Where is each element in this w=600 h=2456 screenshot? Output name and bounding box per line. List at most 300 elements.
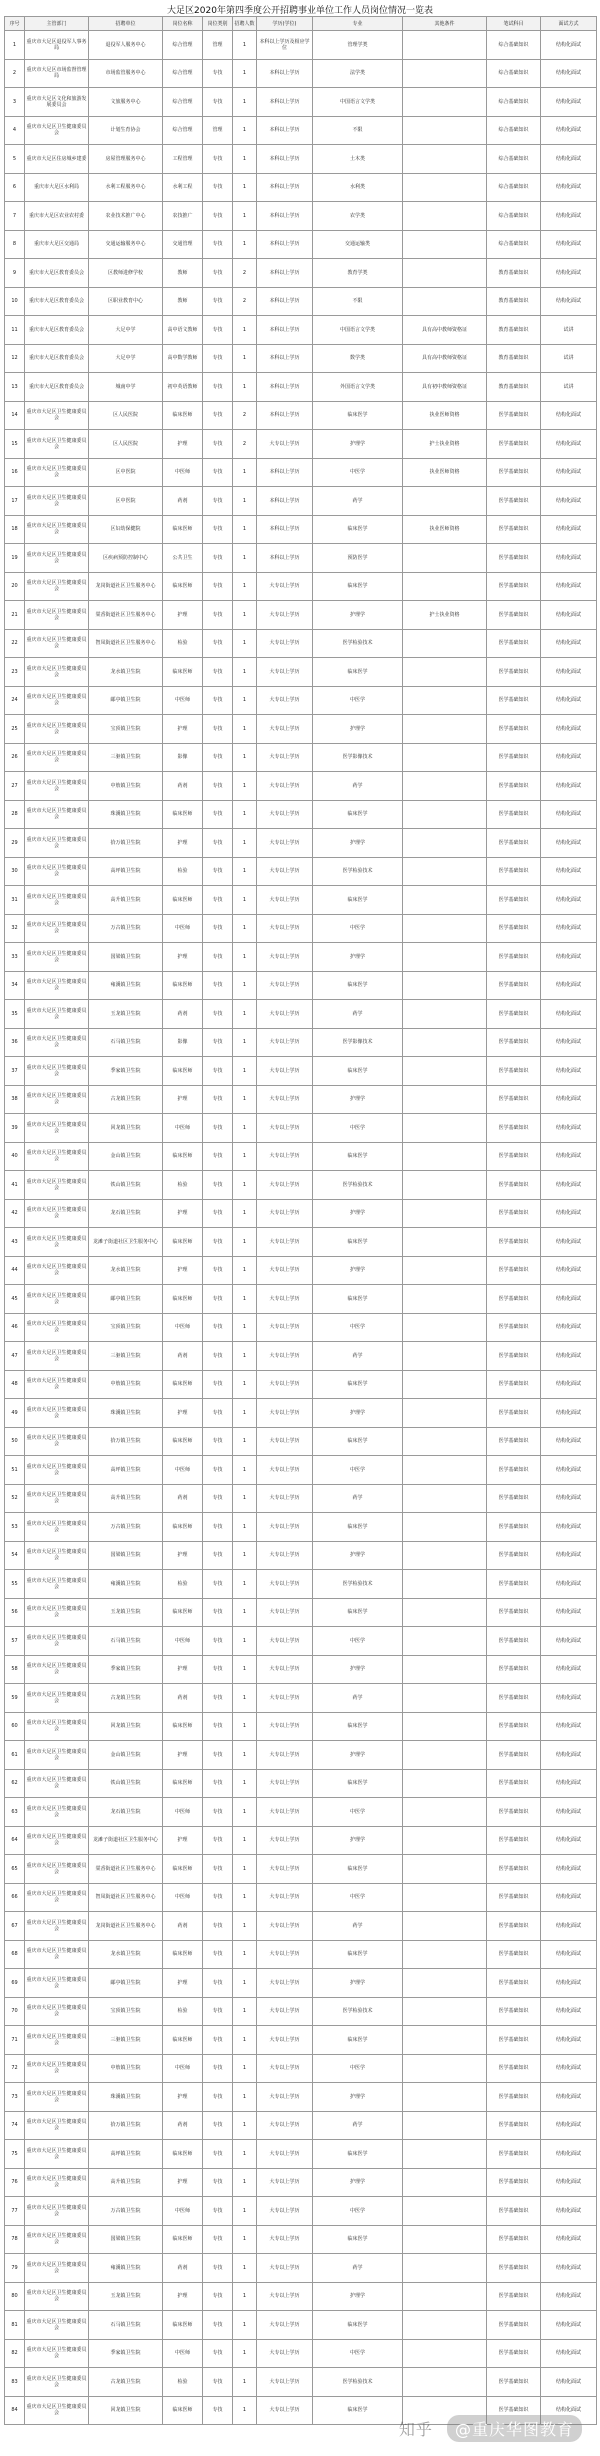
table-cell: 64	[5, 1826, 25, 1855]
table-cell: 重庆市大足区卫生健康委员会	[25, 2368, 89, 2397]
table-cell: 临床医师	[163, 2026, 203, 2055]
table-row	[5, 1313, 597, 1342]
table-cell: 中医师	[163, 2339, 203, 2368]
table-cell: 古龙镇卫生院	[89, 2368, 163, 2397]
table-row	[5, 1228, 597, 1257]
header-row	[5, 17, 597, 31]
table-cell: 本科以上学历	[257, 344, 313, 373]
table-cell: 重庆市大足区卫生健康委员会	[25, 857, 89, 886]
table-cell: 专技	[203, 2282, 233, 2311]
table-cell: 1	[233, 316, 257, 345]
table-cell: 专技	[203, 1285, 233, 1314]
table-cell: 1	[233, 458, 257, 487]
table-cell: 1	[233, 1826, 257, 1855]
table-cell: 58	[5, 1655, 25, 1684]
table-cell: 临床医师	[163, 971, 203, 1000]
table-cell: 1	[233, 1114, 257, 1143]
table-cell: 1	[233, 31, 257, 60]
table-cell: 1	[233, 1940, 257, 1969]
table-row	[5, 1484, 597, 1513]
table-cell: 重庆市大足区卫生健康委员会	[25, 2054, 89, 2083]
table-row	[5, 1256, 597, 1285]
table-row	[5, 743, 597, 772]
table-cell: 重庆市大足区退役军人事务局	[25, 31, 89, 60]
table-row	[5, 1598, 597, 1627]
table-cell: 中医师	[163, 2054, 203, 2083]
table-cell: 专技	[203, 544, 233, 573]
table-cell: 大专以上学历	[257, 1484, 313, 1513]
table-cell: 教育基础知识	[487, 259, 541, 288]
table-cell: 重庆市大足区卫生健康委员会	[25, 1057, 89, 1086]
table-cell: 医学基础知识	[487, 1570, 541, 1599]
table-cell: 1	[233, 1741, 257, 1770]
table-cell: 大专以上学历	[257, 1399, 313, 1428]
table-cell: 19	[5, 544, 25, 573]
table-cell: 护理学	[313, 1826, 403, 1855]
table-cell: 重庆市大足区卫生健康委员会	[25, 1228, 89, 1257]
table-cell: 专技	[203, 572, 233, 601]
table-cell: 本科以上学历	[257, 145, 313, 174]
table-cell: 区人民医院	[89, 430, 163, 459]
table-cell	[403, 1484, 487, 1513]
table-row	[5, 857, 597, 886]
table-cell: 1	[233, 1883, 257, 1912]
table-cell: 护理	[163, 943, 203, 972]
table-cell	[403, 1598, 487, 1627]
table-cell: 大专以上学历	[257, 1712, 313, 1741]
table-cell: 大专以上学历	[257, 743, 313, 772]
table-cell: 重庆市大足区卫生健康委员会	[25, 1028, 89, 1057]
table-cell: 房屋管理服务中心	[89, 145, 163, 174]
table-cell: 大专以上学历	[257, 601, 313, 630]
table-cell: 护理	[163, 2168, 203, 2197]
table-cell: 本科以上学历	[257, 230, 313, 259]
table-cell: 石马镇卫生院	[89, 1028, 163, 1057]
table-cell: 临床医师	[163, 1228, 203, 1257]
table-cell: 检验	[163, 857, 203, 886]
table-cell: 1	[233, 1142, 257, 1171]
table-cell: 中医学	[313, 2054, 403, 2083]
table-cell: 退役军人服务中心	[89, 31, 163, 60]
table-cell: 结构化面试	[541, 2254, 597, 2283]
table-cell: 护理	[163, 2083, 203, 2112]
table-cell: 8	[5, 230, 25, 259]
table-cell	[403, 1085, 487, 1114]
table-cell: 1	[233, 1484, 257, 1513]
table-cell: 药剂	[163, 1000, 203, 1029]
table-cell	[403, 173, 487, 202]
table-cell: 1	[233, 2225, 257, 2254]
table-cell: 金山镇卫生院	[89, 1142, 163, 1171]
table-cell: 专技	[203, 1399, 233, 1428]
table-cell: 1	[233, 1342, 257, 1371]
table-cell: 综合基础知识	[487, 88, 541, 117]
table-cell: 大专以上学历	[257, 2396, 313, 2425]
table-cell: 综合基础知识	[487, 59, 541, 88]
table-row	[5, 2311, 597, 2340]
table-cell: 大专以上学历	[257, 715, 313, 744]
table-cell: 重庆市大足区卫生健康委员会	[25, 487, 89, 516]
table-row	[5, 145, 597, 174]
table-cell: 专技	[203, 1627, 233, 1656]
table-cell: 大专以上学历	[257, 1940, 313, 1969]
table-cell: 金山镇卫生院	[89, 1741, 163, 1770]
table-cell: 医学基础知识	[487, 1997, 541, 2026]
table-cell: 医学基础知识	[487, 2282, 541, 2311]
table-cell: 重庆市大足区卫生健康委员会	[25, 1085, 89, 1114]
table-cell: 结构化面试	[541, 2339, 597, 2368]
table-cell: 重庆市大足区卫生健康委员会	[25, 914, 89, 943]
table-cell: 医学基础知识	[487, 2368, 541, 2397]
table-cell: 结构化面试	[541, 2396, 597, 2425]
table-cell	[403, 1570, 487, 1599]
table-body	[5, 31, 597, 2425]
table-cell: 5	[5, 145, 25, 174]
table-cell: 14	[5, 401, 25, 430]
table-cell: 专技	[203, 344, 233, 373]
table-cell: 大专以上学历	[257, 800, 313, 829]
table-cell: 药学	[313, 1684, 403, 1713]
table-cell: 医学基础知识	[487, 1912, 541, 1941]
table-cell	[403, 2168, 487, 2197]
table-cell: 重庆市大足区卫生健康委员会	[25, 1969, 89, 1998]
table-cell: 本科以上学历	[257, 515, 313, 544]
table-cell: 大专以上学历	[257, 2225, 313, 2254]
table-cell: 回龙镇卫生院	[89, 1114, 163, 1143]
table-cell: 护理	[163, 430, 203, 459]
column-header: 岗位类别	[203, 17, 233, 31]
table-cell: 综合基础知识	[487, 116, 541, 145]
table-cell: 1	[233, 1228, 257, 1257]
table-cell: 临床医师	[163, 2225, 203, 2254]
table-cell	[403, 1114, 487, 1143]
table-cell: 本科以上学历	[257, 173, 313, 202]
table-cell	[403, 2026, 487, 2055]
table-cell: 结构化面试	[541, 1285, 597, 1314]
table-row	[5, 1285, 597, 1314]
table-cell: 重庆市大足区卫生健康委员会	[25, 2197, 89, 2226]
table-cell: 临床医师	[163, 886, 203, 915]
table-cell: 检验	[163, 1997, 203, 2026]
table-cell: 结构化面试	[541, 2168, 597, 2197]
table-cell: 39	[5, 1114, 25, 1143]
table-cell	[403, 2339, 487, 2368]
table-cell: 结构化面试	[541, 145, 597, 174]
table-cell: 1	[233, 1513, 257, 1542]
table-cell: 大专以上学历	[257, 1142, 313, 1171]
table-cell: 药剂	[163, 1912, 203, 1941]
table-cell: 1	[233, 829, 257, 858]
table-cell: 专技	[203, 458, 233, 487]
table-cell: 专技	[203, 914, 233, 943]
table-cell: 医学基础知识	[487, 1427, 541, 1456]
table-cell: 专技	[203, 1484, 233, 1513]
table-cell: 23	[5, 658, 25, 687]
table-cell: 药学	[313, 2254, 403, 2283]
table-cell: 大专以上学历	[257, 2311, 313, 2340]
table-row	[5, 1171, 597, 1200]
table-cell	[403, 230, 487, 259]
table-cell	[403, 1855, 487, 1884]
table-cell: 护理学	[313, 1741, 403, 1770]
table-row	[5, 1541, 597, 1570]
table-cell: 1	[233, 1541, 257, 1570]
table-cell: 大专以上学历	[257, 1513, 313, 1542]
table-row	[5, 88, 597, 117]
table-cell: 22	[5, 629, 25, 658]
table-cell: 结构化面试	[541, 800, 597, 829]
table-cell: 医学检验技术	[313, 2368, 403, 2397]
table-cell: 临床医学	[313, 1513, 403, 1542]
table-cell: 1	[233, 230, 257, 259]
table-cell: 结构化面试	[541, 971, 597, 1000]
table-cell: 雍溪镇卫生院	[89, 971, 163, 1000]
table-cell: 临床医学	[313, 1940, 403, 1969]
table-cell: 护理学	[313, 943, 403, 972]
table-cell: 医学基础知识	[487, 715, 541, 744]
table-cell: 结构化面试	[541, 1741, 597, 1770]
table-cell: 万古镇卫生院	[89, 1513, 163, 1542]
table-cell: 综合管理	[163, 88, 203, 117]
table-cell: 龙岗街道社区卫生服务中心	[89, 572, 163, 601]
table-cell: 临床医师	[163, 572, 203, 601]
table-cell: 重庆市大足区教育委员会	[25, 287, 89, 316]
table-row	[5, 1342, 597, 1371]
table-cell: 大足中学	[89, 316, 163, 345]
table-cell: 专技	[203, 1684, 233, 1713]
table-cell: 预防医学	[313, 544, 403, 573]
table-cell: 国梁镇卫生院	[89, 943, 163, 972]
table-cell: 专技	[203, 287, 233, 316]
table-cell: 中医师	[163, 1798, 203, 1827]
table-cell	[403, 259, 487, 288]
table-cell: 综合基础知识	[487, 230, 541, 259]
table-cell: 32	[5, 914, 25, 943]
table-cell: 1	[233, 145, 257, 174]
table-cell: 重庆市大足区卫生健康委员会	[25, 1285, 89, 1314]
table-cell: 60	[5, 1712, 25, 1741]
table-cell: 医学基础知识	[487, 1228, 541, 1257]
table-cell: 智凤街道社区卫生服务中心	[89, 629, 163, 658]
table-row	[5, 658, 597, 687]
table-cell: 药学	[313, 1000, 403, 1029]
table-cell: 医学基础知识	[487, 2225, 541, 2254]
table-cell: 1	[233, 1256, 257, 1285]
table-cell	[403, 1313, 487, 1342]
table-cell: 医学基础知识	[487, 1313, 541, 1342]
table-cell: 公共卫生	[163, 544, 203, 573]
table-cell: 重庆市大足区文化和旅游发展委员会	[25, 88, 89, 117]
table-cell	[403, 1883, 487, 1912]
table-cell: 专技	[203, 173, 233, 202]
table-cell: 74	[5, 2111, 25, 2140]
table-cell: 具有初中教师资格证	[403, 373, 487, 402]
table-cell: 专技	[203, 202, 233, 231]
table-cell: 医学检验技术	[313, 629, 403, 658]
table-cell	[403, 829, 487, 858]
table-row	[5, 373, 597, 402]
table-cell: 护士执业资格	[403, 601, 487, 630]
table-cell: 检验	[163, 2368, 203, 2397]
table-row	[5, 1769, 597, 1798]
table-cell: 大专以上学历	[257, 2026, 313, 2055]
table-cell: 15	[5, 430, 25, 459]
table-cell: 临床医师	[163, 1427, 203, 1456]
table-cell: 临床医学	[313, 658, 403, 687]
table-cell: 结构化面试	[541, 743, 597, 772]
table-cell: 龙水镇卫生院	[89, 1940, 163, 1969]
table-cell: 珠溪镇卫生院	[89, 2083, 163, 2112]
table-cell: 综合管理	[163, 116, 203, 145]
table-cell: 大专以上学历	[257, 1997, 313, 2026]
table-cell	[403, 715, 487, 744]
table-row	[5, 2225, 597, 2254]
table-cell: 重庆市大足区卫生健康委员会	[25, 1684, 89, 1713]
table-cell: 龙水镇卫生院	[89, 1256, 163, 1285]
table-cell: 结构化面试	[541, 31, 597, 60]
table-cell: 84	[5, 2396, 25, 2425]
table-cell: 护理学	[313, 1969, 403, 1998]
table-cell: 医学基础知识	[487, 914, 541, 943]
table-cell: 医学基础知识	[487, 1769, 541, 1798]
table-cell: 中医师	[163, 1114, 203, 1143]
table-cell: 高坪镇卫生院	[89, 857, 163, 886]
table-cell: 万古镇卫生院	[89, 2197, 163, 2226]
table-cell	[403, 914, 487, 943]
table-cell: 11	[5, 316, 25, 345]
table-cell: 智凤街道社区卫生服务中心	[89, 1883, 163, 1912]
table-cell: 护理	[163, 2282, 203, 2311]
table-cell: 61	[5, 1741, 25, 1770]
table-cell: 药剂	[163, 2254, 203, 2283]
table-cell: 医学基础知识	[487, 1370, 541, 1399]
table-cell: 62	[5, 1769, 25, 1798]
table-row	[5, 1000, 597, 1029]
table-cell: 药剂	[163, 1484, 203, 1513]
table-cell: 专技	[203, 1028, 233, 1057]
table-cell: 医学影像技术	[313, 743, 403, 772]
table-cell: 结构化面试	[541, 487, 597, 516]
table-cell: 专技	[203, 2111, 233, 2140]
table-cell: 医学基础知识	[487, 629, 541, 658]
table-cell: 中医师	[163, 1883, 203, 1912]
table-cell: 专技	[203, 2254, 233, 2283]
table-row	[5, 344, 597, 373]
table-cell: 结构化面试	[541, 1712, 597, 1741]
table-cell: 护理	[163, 715, 203, 744]
table-cell: 67	[5, 1912, 25, 1941]
table-cell: 重庆市大足区卫生健康委员会	[25, 2311, 89, 2340]
table-cell: 重庆市大足区卫生健康委员会	[25, 458, 89, 487]
table-cell: 1	[233, 1684, 257, 1713]
table-cell: 中敖镇卫生院	[89, 772, 163, 801]
table-cell	[403, 1684, 487, 1713]
table-cell: 结构化面试	[541, 1940, 597, 1969]
table-cell: 农技推广	[163, 202, 203, 231]
table-cell	[403, 1285, 487, 1314]
table-cell: 结构化面试	[541, 1912, 597, 1941]
table-cell: 大专以上学历	[257, 772, 313, 801]
table-cell: 大专以上学历	[257, 2140, 313, 2169]
table-cell: 临床医学	[313, 1427, 403, 1456]
table-cell: 结构化面试	[541, 857, 597, 886]
table-cell: 本科以上学历	[257, 202, 313, 231]
table-cell: 结构化面试	[541, 259, 597, 288]
table-cell: 市场监管服务中心	[89, 59, 163, 88]
table-cell: 外国语言文学类	[313, 373, 403, 402]
table-cell: 1	[233, 116, 257, 145]
table-cell: 结构化面试	[541, 2083, 597, 2112]
table-cell: 专技	[203, 2168, 233, 2197]
table-cell: 医学基础知识	[487, 1028, 541, 1057]
table-row	[5, 829, 597, 858]
table-cell: 护理学	[313, 2083, 403, 2112]
table-cell: 专技	[203, 1456, 233, 1485]
table-cell: 专技	[203, 743, 233, 772]
table-cell: 中医学	[313, 2197, 403, 2226]
table-cell: 重庆市大足区卫生健康委员会	[25, 1142, 89, 1171]
table-cell: 临床医学	[313, 401, 403, 430]
table-cell: 护理学	[313, 1655, 403, 1684]
table-row	[5, 1940, 597, 1969]
table-cell: 专技	[203, 2083, 233, 2112]
table-cell: 医学基础知识	[487, 1399, 541, 1428]
table-cell: 重庆市大足区卫生健康委员会	[25, 1627, 89, 1656]
table-cell: 大专以上学历	[257, 1057, 313, 1086]
table-cell: 1	[233, 88, 257, 117]
table-cell: 37	[5, 1057, 25, 1086]
table-cell: 药学	[313, 1484, 403, 1513]
table-cell: 中医师	[163, 686, 203, 715]
table-cell	[403, 2083, 487, 2112]
table-cell: 本科以上学历及相应学位	[257, 31, 313, 60]
column-header: 面试方式	[541, 17, 597, 31]
table-cell: 重庆市大足区卫生健康委员会	[25, 1940, 89, 1969]
table-cell: 医学基础知识	[487, 1199, 541, 1228]
table-cell: 结构化面试	[541, 230, 597, 259]
table-cell: 结构化面试	[541, 772, 597, 801]
table-cell: 石马镇卫生院	[89, 2311, 163, 2340]
table-cell	[403, 1256, 487, 1285]
table-cell: 大专以上学历	[257, 1313, 313, 1342]
table-cell: 重庆市大足区卫生健康委员会	[25, 715, 89, 744]
table-cell	[403, 2054, 487, 2083]
table-row	[5, 2140, 597, 2169]
table-cell	[403, 2197, 487, 2226]
table-cell: 护理学	[313, 1085, 403, 1114]
table-cell: 教育基础知识	[487, 344, 541, 373]
table-row	[5, 1741, 597, 1770]
table-row	[5, 2083, 597, 2112]
table-row	[5, 772, 597, 801]
table-cell: 1	[233, 2111, 257, 2140]
table-cell: 重庆市大足区水利局	[25, 173, 89, 202]
table-cell: 结构化面试	[541, 1085, 597, 1114]
table-cell: 护理	[163, 1199, 203, 1228]
table-cell	[403, 287, 487, 316]
table-cell: 80	[5, 2282, 25, 2311]
table-cell: 护理	[163, 1256, 203, 1285]
table-cell	[403, 2254, 487, 2283]
table-cell: 专技	[203, 1342, 233, 1371]
table-cell: 大专以上学历	[257, 1199, 313, 1228]
table-row	[5, 1427, 597, 1456]
watermark	[399, 2415, 582, 2442]
table-cell: 重庆市大足区卫生健康委员会	[25, 1313, 89, 1342]
table-cell	[403, 658, 487, 687]
table-cell: 1	[233, 2311, 257, 2340]
table-cell: 专技	[203, 2396, 233, 2425]
